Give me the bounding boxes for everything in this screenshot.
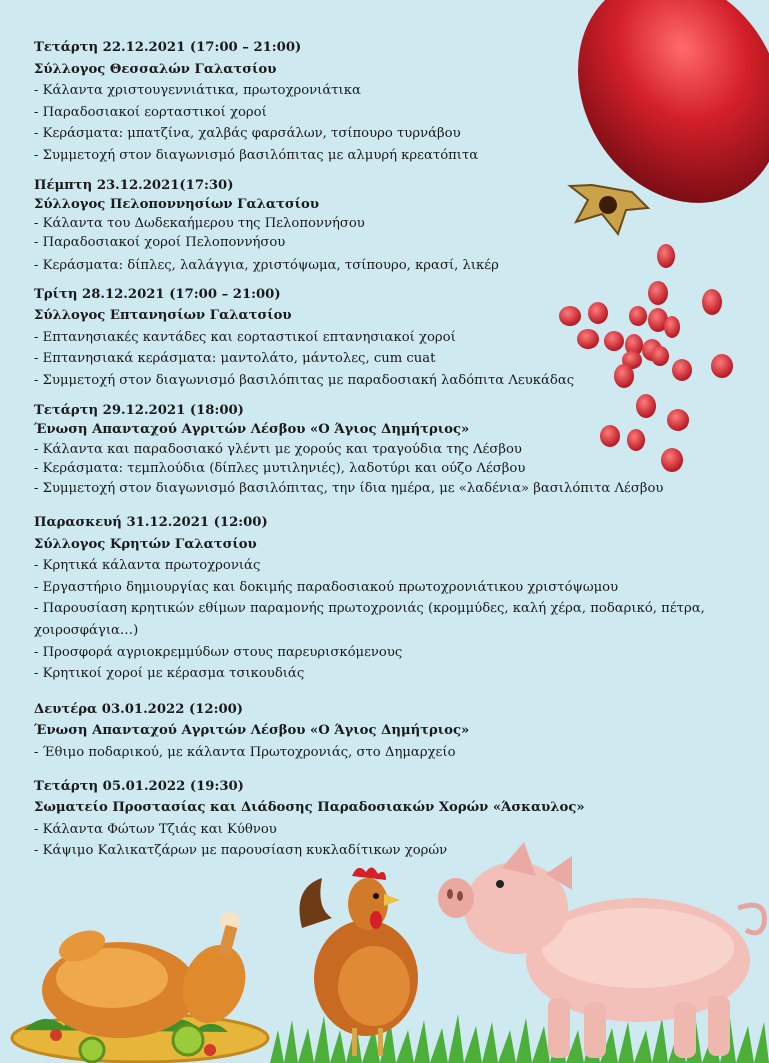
event-item: - Έθιμο ποδαρικού, με κάλαντα Πρωτοχρονιάς, στο Δημαρχείο [34, 744, 456, 760]
event-organizer: Σωματείο Προστασίας και Διάδοσης Παραδοσιακών Χορών «Άσκαυλος» [34, 800, 585, 816]
event-item: - Εργαστήριο δημιουργίας και δοκιμής παραδοσιακού πρωτοχρονιάτικου χριστόψωμου [34, 579, 619, 595]
event-item: - Κρητικά κάλαντα πρωτοχρονιάς [34, 558, 261, 574]
event-block [34, 284, 754, 392]
event-schedule [34, 37, 754, 862]
roast-chicken-illustration [0, 900, 270, 1063]
event-item: - Προσφορά αγριοκρεμμύδων στους παρευρισκόμενους [34, 644, 403, 660]
event-item: - Κάλαντα και παραδοσιακό γλέντι με χορούς και τραγούδια της Λέσβου [34, 441, 522, 457]
event-organizer: Σύλλογος Κρητών Γαλατσίου [34, 536, 257, 552]
event-organizer: Σύλλογος Θεσσαλών Γαλατσίου [34, 61, 277, 77]
event-item: - Κάλαντα χριστουγεννιάτικα, πρωτοχρονιάτικα [34, 83, 361, 99]
event-item: - Κεράσματα: μπατζίνα, χαλβάς φαρσάλων, τσίπουρο τυρνάβου [34, 126, 461, 142]
event-date: Παρασκευή 31.12.2021 (12:00) [34, 515, 268, 531]
event-organizer: Ένωση Απανταχού Αγριτών Λέσβου «Ο Άγιος Δημήτριος» [34, 723, 470, 739]
event-date: Δευτέρα 03.01.2022 (12:00) [34, 701, 244, 717]
event-date: Πέμπτη 23.12.2021(17:30) [34, 177, 234, 193]
event-date: Τετάρτη 05.01.2022 (19:30) [34, 778, 244, 794]
event-item: - Παραδοσιακοί εορταστικοί χοροί [34, 104, 267, 120]
event-item: - Κρητικοί χοροί με κέρασμα τσικουδιάς [34, 666, 305, 682]
event-item: - Κάψιμο Καλικατζάρων με παρουσίαση κυκλαδίτικων χορών [34, 843, 448, 859]
event-item: - Κάλαντα του Δωδεκαήμερου της Πελοποννήσου [34, 215, 365, 231]
event-block [34, 176, 754, 275]
event-item: - Κεράσματα: τεμπλούδια (δίπλες μυτιληνιές), λαδοτύρι και ούζο Λέσβου [34, 461, 526, 477]
event-item: - Κάλαντα Φώτων Τζιάς και Κύθνου [34, 821, 277, 837]
event-item: - Συμμετοχή στον διαγωνισμό βασιλόπιτας με παραδοσιακή λαδόπιτα Λευκάδας [34, 372, 575, 388]
event-block [34, 512, 754, 685]
event-date: Τετάρτη 22.12.2021 (17:00 – 21:00) [34, 40, 302, 55]
event-organizer: Σύλλογος Πελοποννησίων Γαλατσίου [34, 196, 319, 212]
event-block [34, 37, 754, 167]
event-item: - Κεράσματα: δίπλες, λαλάγγια, χριστόψωμα, τσίπουρο, κρασί, λικέρ [34, 257, 499, 273]
event-date: Τρίτη 28.12.2021 (17:00 – 21:00) [34, 286, 281, 302]
event-block [34, 776, 754, 862]
event-block [34, 401, 754, 499]
event-item: - Συμμετοχή στον διαγωνισμό βασιλόπιτας, την ίδια ημέρα, με «λαδένια» βασιλόπιτα Λέσβου [34, 480, 664, 496]
hen-illustration [292, 858, 432, 1058]
pig-illustration [438, 838, 769, 1063]
event-item: - Επτανησιακά κεράσματα: μαντολάτο, μάντολες, cum cuat [34, 351, 436, 367]
event-item: - Συμμετοχή στον διαγωνισμό βασιλόπιτας με αλμυρή κρεατόπιτα [34, 147, 479, 163]
event-item: - Παραδοσιακοί χοροί Πελοποννήσου [34, 234, 286, 250]
event-organizer: Σύλλογος Επτανησίων Γαλατσίου [34, 308, 292, 324]
event-organizer: Ένωση Απανταχού Αγριτών Λέσβου «Ο Άγιος Δημήτριος» [34, 422, 470, 438]
event-block [34, 699, 754, 764]
event-item: - Επτανησιακές καντάδες και εορταστικοί επτανησιακοί χοροί [34, 329, 456, 345]
event-item: - Παρουσίαση κρητικών εθίμων παραμονής πρωτοχρονιάς (κρομμύδες, καλή χέρα, ποδαρικό, πέτρα, χοιροσφάγια…) [34, 601, 705, 638]
event-date: Τετάρτη 29.12.2021 (18:00) [34, 402, 244, 418]
